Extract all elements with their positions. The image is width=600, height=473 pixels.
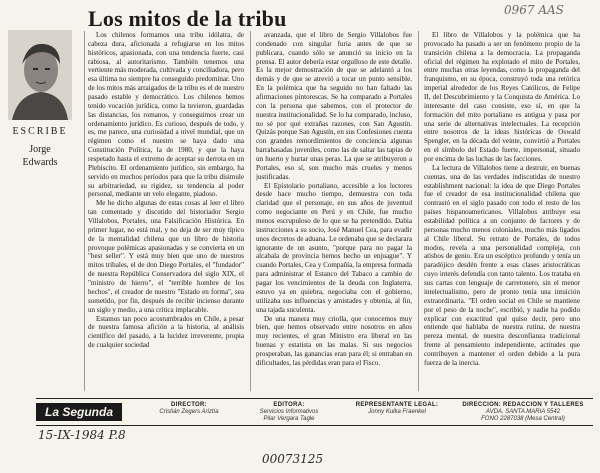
handwritten-archive-number: 0967 AAS <box>504 3 564 17</box>
author-first-name: Jorge <box>29 144 51 155</box>
article-title: Los mitos de la tribu <box>88 6 287 31</box>
paragraph: Me he dicho algunas de estas cosas al leer el libro tan comentado y discutido del historiador Sergio Villalobos, Portales, una Falsificación Histórica. En primer lugar, no está mal, y no deja de ser muy típico de la mentalidad chilena que un libro de historia provoque polémicas apasionadas y se convierta en un "best seller". Y está muy bien que uno de nuestros mitos tribales, el de don Diego Portales, el "fundador" de nuestra República Conservadora del siglo XIX, el "ministro de hierro", el "terrible hombre de los hechos", el creador de nuestro "Estado en forma", sea sometido, por fin, después de recibir incienso durante un siglo y medio, a una crítica implacable. <box>88 199 244 314</box>
editora-label: EDITORA: <box>273 402 305 408</box>
column-rule <box>84 31 85 391</box>
paragraph: La lectura de Villalobos tiene a destruir, en buenas cuentas, una de las verdades indiscutidas de nuestro establishment nacional: la idea de que Diego Portales fue el creador de esa institucionalidad chilena que contrastó en el siglo pasado con todo el resto de los países hispanoamericanos. Villalobos atribuye esa estabilidad política a un conjunto de factores y de personas mucho menos coloniales, mucho más ligados al Chile liberal. Su retrato de Portales, de todos modos, revela a una personalidad compleja, con atisbos de genio. Era un escéptico profundo y tenía un paradójico desdén frente a esas clases aristocráticas cuyo interés defendía con tanto talento. Los trataba en sus cartas con lenguaje de carretonero, sin el menor intelectualismo, pero de pronto tenía una intuición extraordinaria. "El orden social en Chile se mantiene por el peso de la noche", escribió, y nadie ha podido explicar con exactitud qué quiso decir, pero uno entiende que hablaba de nuestra rutina, de nuestra pereza mental, de nuestra desconfianza tradicional frente al pensamiento independiente, actitudes que contribuyen a mantener el orden debido a la pura fuerza de la inercia. <box>424 163 580 367</box>
redaccion-address: AVDA. SANTA MARIA 5542 <box>485 409 561 415</box>
paragraph: El libro de Villalobos y la polémica que ha provocado ha pasado a ser un fenómeno propio de la transición chilena a la democracia. La propaganda oficial del régimen ha explotado el mito de Portales, entre muchas otras leyendas, como la propaganda del franquismo, en su época, construyó toda una retórica imperial alrededor de los Reyes Católicos, de Felipe II, del Descubrimiento y la Conquista de América. Lo interesante del caso consiste, eso sí, en que la formación del mito portaliano es antigua y pasa por una serie de alternativas intelectuales. La recepción entre nosotros de la ideas históricas de Oswald Spengler, en la década del veinte, convirtió a Portales en el símbolo del Estado fuerte, impersonal, situado por encima de las luchas de las facciones. <box>424 31 580 164</box>
newspaper-footer <box>36 398 593 426</box>
paragraph: Los chilenos formamos una tribu idólatra, de cabeza dura, aficionada a refugiarse en los mitos históricos, apasionada, con una tendencia fuerte, casi rabiosa, al autoritarismo. También tenemos una vertiente más moderada, cultivada y conciliadora, pero esa última no siempre ha conseguido predominar. Uno de los mitos más arraigados de la tribu es el de nuestro pasado estable y democrático. Los chilenos hemos tenido vocación jurídica, como la tuvieron, guardadas las distancias, los romanos, y conseguimos crear un ordenamiento jurídico. Es curioso, después de todo, y es, me parece, una curiosidad a nivel mundial, que un régimen como el nuestro se haya dado una Constitución Política, la de 1980, y que la haya respetado hasta el extremo de aceptar su derrota en un Plebiscito. El ordenamiento jurídico, sin embargo, ha servido en muchos períodos para que la tribu disimule su arbitrariedad, su rigidez, su tendencia al poder personal, mediante un velo elegante, piadoso. <box>88 31 244 199</box>
column-rule <box>418 31 419 391</box>
article-column-2 <box>256 31 412 392</box>
director-label: DIRECTOR: <box>171 402 207 408</box>
redaccion-block <box>456 402 590 423</box>
author-portrait <box>8 30 72 120</box>
handwritten-date: 15-IX-1984 P.8 <box>38 428 126 442</box>
editora-line1: Servicios Informativos <box>259 409 319 415</box>
legal-rep-label: REPRESENTANTE LEGAL: <box>355 402 439 408</box>
redaccion-label: DIRECCION: REDACCION Y TALLERES <box>462 402 584 408</box>
paragraph: avanzada, que el libro de Sergio Villalobos fue condenado con singular furia antes de que se publicara, cuando sólo se anunció su inicio en la prensa. El autor debería estar orgulloso de este detalle. Es la mejor demostración de que se adelantó a los demás y de que se atrevió a tocar un punto sensible. En la polémica que ha seguido no han faltado las afirmaciones pintorescas. Se ha comparado a Portales con la persona que sabemos, con el protector de nuestra institucionalidad. Se lo ha comparado, incluso, no sé por qué extrañas razones, con San Agustín. Quizás porque San Agustín, en sus Confesiones cuenta con grandes remordimientos de conciencia algunas barrabasadas juveniles, como las de saltar las tapias de un huerto y hurtar unas peras. La que se atribuyeron a Portales, eso sí, son mucho más crueles y menos justificadas. <box>256 31 412 181</box>
legal-rep-block <box>342 402 452 416</box>
article-column-3 <box>424 31 580 392</box>
article-column-1 <box>88 31 244 392</box>
author-last-name: Edwards <box>22 157 58 168</box>
editora-block <box>244 402 334 423</box>
section-label: ESCRIBE <box>12 126 68 137</box>
handwritten-catalog-code: 00073125 <box>262 452 324 466</box>
paragraph: Estamos tan poco acostumbrados en Chile, a pesar de nuestra famosa afición a la historia, al análisis científico del pasado, a la lucidez irreverente, propia de cualquier sociedad <box>88 314 244 350</box>
director-name: Cristián Zegers Ariztía <box>159 409 219 415</box>
legal-rep-name: Jonny Kulka Fraenkel <box>368 409 426 415</box>
paragraph: El Epistolario portaliano, accesible a los lectores desde hace mucho tiempo, demuestra con toda claridad que el personaje, en sus años de juventud como negociante en Perú y en Chile, fue mucho menos escrupuloso de lo que se ha pretendido. Dabia instrucciones a su socio, José Manuel Cea, para evadir unos decretos de aduana. Le ordenaba que se declarara ignorante de un asunto, "porque para no pagar la alcabala de provincia hemos hecho un enjuague". Y cuando Portales, Cea y Compañía, la empresa formada para administrar el Estanco del Tabaco a cambio de pagar los vencimientos de la deuda con Inglaterra, estuvo ya en quiebra, negociaba con el gobierno, utilizaba sus influencias y amistades y obtenía, al fin, una tajada suculenta. <box>256 181 412 314</box>
redaccion-phone: FONO 2287038 (Mesa Central) <box>481 416 565 422</box>
editora-line2: Pilar Vergara Tagle <box>263 416 315 422</box>
masthead-logo: La Segunda <box>36 403 122 421</box>
paragraph: De una manera muy criolla, que conocemos muy bien, que hemos observado entre nosotros en años muy recientes, el gran Ministro era liberal en las buenas y estatista en las malas. Si sus negocios prosperaban, las ganancias eran para él; si entraban en dificultades, las pérdidas eran para el Fisco. <box>256 314 412 367</box>
column-rule <box>250 31 251 391</box>
director-block <box>144 402 234 416</box>
